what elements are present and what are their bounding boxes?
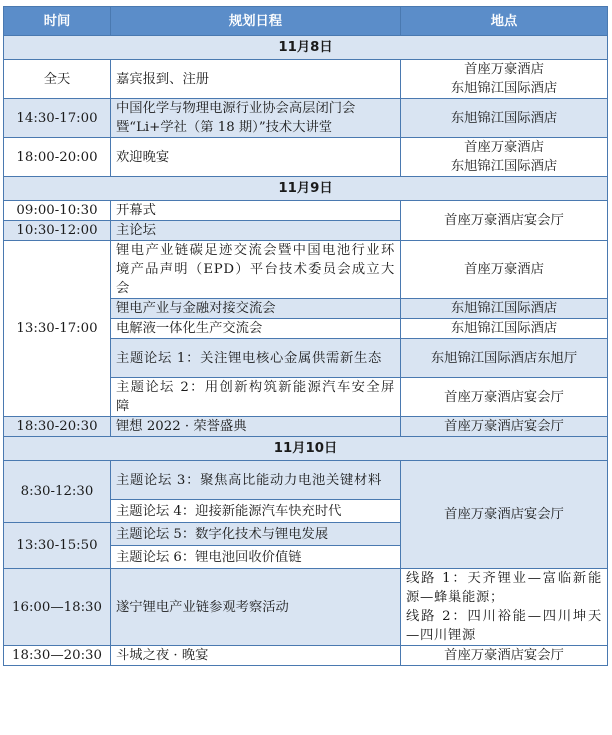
time-cell: 14:30-17:00 — [4, 99, 111, 138]
route-1: 线路 1：天齐锂业—富临新能源—蜂巢能源； — [406, 571, 602, 605]
event-cell: 遂宁锂电产业链参观考察活动 — [111, 569, 401, 646]
date-nov-9: 11月9日 — [4, 177, 608, 201]
location-cell: 东旭锦江国际酒店 — [401, 319, 608, 339]
table-row — [4, 241, 608, 299]
table-row — [4, 646, 608, 666]
table-row — [4, 417, 608, 437]
event-line: 中国化学与物理电源行业协会高层闭门会 — [116, 101, 356, 116]
event-cell: 欢迎晚宴 — [111, 138, 401, 177]
event-cell — [111, 99, 401, 138]
location-cell: 东旭锦江国际酒店东旭厅 — [401, 339, 608, 378]
time-cell: 全天 — [4, 60, 111, 99]
location-cell: 首座万豪酒店 — [401, 241, 608, 299]
table-header-row — [4, 7, 608, 36]
time-cell: 8:30-12:30 — [4, 461, 111, 523]
table-row — [4, 569, 608, 646]
location-cell: 东旭锦江国际酒店 — [401, 299, 608, 319]
table-row — [4, 99, 608, 138]
location-cell — [401, 569, 608, 646]
location-cell: 首座万豪酒店宴会厅 — [401, 461, 608, 569]
location-cell: 首座万豪酒店宴会厅 — [401, 201, 608, 241]
time-cell: 09:00-10:30 — [4, 201, 111, 221]
event-cell: 嘉宾报到、注册 — [111, 60, 401, 99]
date-nov-8: 11月8日 — [4, 36, 608, 60]
location-cell: 首座万豪酒店宴会厅 — [401, 417, 608, 437]
location-line: 首座万豪酒店 — [464, 62, 544, 77]
event-cell: 主论坛 — [111, 221, 401, 241]
event-cell: 主题论坛 3：聚焦高比能动力电池关键材料 — [111, 461, 401, 500]
location-line: 东旭锦江国际酒店 — [450, 81, 558, 96]
table-row — [4, 201, 608, 221]
time-cell: 16:00—18:30 — [4, 569, 111, 646]
time-cell: 18:30—20:30 — [4, 646, 111, 666]
event-cell: 锂电产业链碳足迹交流会暨中国电池行业环境产品声明（EPD）平台技术委员会成立大会 — [111, 241, 401, 299]
time-cell: 18:00-20:00 — [4, 138, 111, 177]
location-cell: 首座万豪酒店宴会厅 — [401, 646, 608, 666]
time-cell: 13:30-17:00 — [4, 241, 111, 417]
location-cell — [401, 138, 608, 177]
event-cell: 电解液一体化生产交流会 — [111, 319, 401, 339]
event-cell: 锂电产业与金融对接交流会 — [111, 299, 401, 319]
date-row — [4, 437, 608, 461]
event-cell: 开幕式 — [111, 201, 401, 221]
table-row — [4, 60, 608, 99]
route-2: 线路 2：四川裕能—四川坤天—四川锂源 — [406, 609, 602, 643]
location-line: 东旭锦江国际酒店 — [450, 159, 558, 174]
table-row — [4, 138, 608, 177]
event-cell: 斗城之夜 · 晚宴 — [111, 646, 401, 666]
header-schedule: 规划日程 — [111, 7, 401, 36]
event-cell: 主题论坛 1：关注锂电核心金属供需新生态 — [111, 339, 401, 378]
time-cell: 10:30-12:00 — [4, 221, 111, 241]
date-nov-10: 11月10日 — [4, 437, 608, 461]
event-line: 暨“Li+学社（第 18 期）”技术大讲堂 — [116, 120, 333, 135]
event-cell: 主题论坛 2：用创新构筑新能源汽车安全屏障 — [111, 378, 401, 417]
event-cell: 主题论坛 6：锂电池回收价值链 — [111, 546, 401, 569]
location-cell: 东旭锦江国际酒店 — [401, 99, 608, 138]
event-cell: 锂想 2022 · 荣誉盛典 — [111, 417, 401, 437]
event-cell: 主题论坛 4：迎接新能源汽车快充时代 — [111, 500, 401, 523]
header-location: 地点 — [401, 7, 608, 36]
table-row — [4, 461, 608, 500]
location-cell — [401, 60, 608, 99]
time-cell: 18:30-20:30 — [4, 417, 111, 437]
date-row — [4, 177, 608, 201]
event-cell: 主题论坛 5：数字化技术与锂电发展 — [111, 523, 401, 546]
location-cell: 首座万豪酒店宴会厅 — [401, 378, 608, 417]
location-line: 首座万豪酒店 — [464, 140, 544, 155]
time-cell: 13:30-15:50 — [4, 523, 111, 569]
header-time: 时间 — [4, 7, 111, 36]
schedule-table — [3, 6, 608, 666]
date-row — [4, 36, 608, 60]
